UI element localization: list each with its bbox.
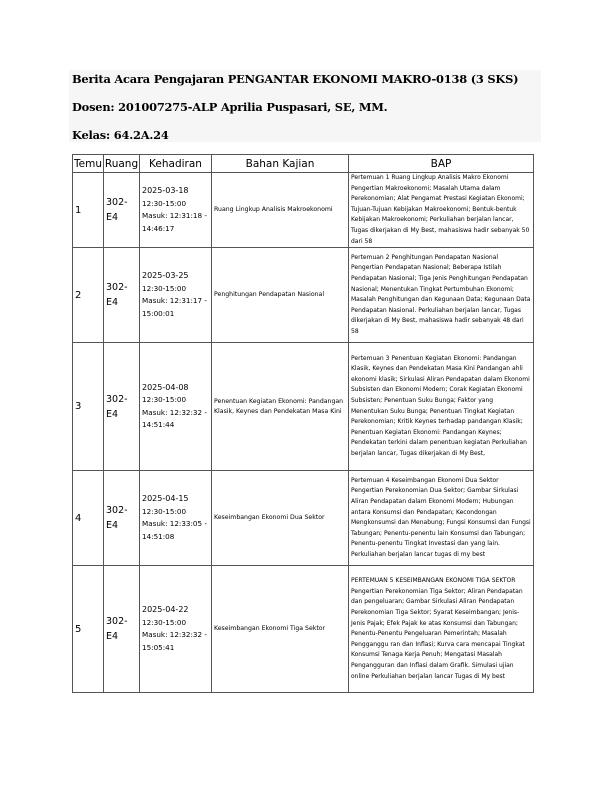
room-cell: 302-E4: [104, 471, 140, 566]
col-header-bahan-kajian: Bahan Kajian: [212, 155, 349, 173]
col-header-temu: Temu: [73, 155, 104, 173]
meeting-number: 3: [73, 343, 104, 471]
table-row: [73, 173, 534, 248]
attendance-date: 2025-03-25: [142, 271, 189, 281]
col-header-ruang: Ruang: [104, 155, 140, 173]
attendance-checkin: Masuk: 12:32:32 - 15:05:41: [142, 630, 207, 652]
table-header-row: [73, 155, 534, 173]
meeting-number: 5: [73, 566, 104, 693]
attendance-time: 12:30-15:00: [142, 617, 187, 627]
attendance-checkin: Masuk: 12:33:05 - 14:51:08: [142, 519, 207, 541]
meeting-number: 4: [73, 471, 104, 566]
attendance-checkin: Masuk: 12:31:18 - 14:46:17: [142, 211, 207, 233]
room-cell: 302-E4: [104, 566, 140, 693]
bap-cell: Pertemuan 2 Penghitungan Pendapatan Nasional Pengertian Pendapatan Nasional; Beberapa Istilah Pendapatan Nasional; Tiga Jenis Penghitungan Pendapatan Nasional; Menentukan Tingkat Pertumbuhan Ekonomi; Masalah Penghitungan dan Kegunaan Data; Kegunaan Data Pendapatan Nasional. Perkuliahan berjalan lancar, Tugas dikerjakan di My Best, mahasiswa hadir sebanyak 48 dari 58: [349, 248, 534, 343]
attendance-cell: [140, 248, 212, 343]
class-line: Kelas: 64.2A.24: [72, 128, 169, 142]
attendance-checkin: Masuk: 12:31:17 - 15:00:01: [142, 296, 207, 318]
attendance-time: 12:30-15:00: [142, 395, 187, 405]
attendance-date: 2025-03-18: [142, 186, 189, 196]
attendance-date: 2025-04-08: [142, 382, 189, 392]
attendance-date: 2025-04-22: [142, 605, 189, 615]
room-cell: 302-E4: [104, 248, 140, 343]
topic-cell: Keseimbangan Ekonomi Dua Sektor: [212, 471, 349, 566]
attendance-cell: [140, 471, 212, 566]
bap-cell: Pertemuan 1 Ruang Lingkup Analisis Makro Ekonomi Pengertian Makroekonomi; Masalah Utama dalam Perekonomian; Alat Pengamat Prestasi Kegiatan Ekonomi; Tujuan-Tujuan Kebijakan Makroekonomi; Bentuk-bentuk Kebijakan Makroekonomi; Perkuliahan berjalan lancar, Tugas dikerjakan di My Best, mahasiswa hadir sebanyak 50 dari 58: [349, 173, 534, 248]
room-cell: 302-E4: [104, 343, 140, 471]
meeting-number: 2: [73, 248, 104, 343]
attendance-checkin: Masuk: 12:32:32 - 14:51:44: [142, 407, 207, 430]
topic-cell: Penentuan Kegiatan Ekonomi: Pandangan Klasik, Keynes dan Pendekatan Masa Kini: [212, 343, 349, 471]
table-row: [73, 248, 534, 343]
topic-cell: Penghitungan Pendapatan Nasional: [212, 248, 349, 343]
attendance-date: 2025-04-15: [142, 494, 189, 504]
attendance-cell: [140, 566, 212, 693]
topic-cell: Ruang Lingkup Analisis Makroekonomi: [212, 173, 349, 248]
table-row: [73, 471, 534, 566]
attendance-cell: [140, 343, 212, 471]
attendance-time: 12:30-15:00: [142, 198, 187, 208]
bap-cell: Pertemuan 3 Penentuan Kegiatan Ekonomi: Pandangan Klasik, Keynes dan Pendekatan Masa Kini Pandangan ahli ekonomi klasik; Sirkulasi Aliran Pendapatan dalam Ekonomi Subsisten dan Ekonomi Modern; Corak Kegiatan Ekonomi Subsisten; Penentuan Suku Bunga; Faktor yang Menentukan Suku Bunga; Penentuan Tingkat Kegiatan Perekonomian; Kritik Keynes terhadap pandangan Klasik; Penentuan Kegiatan Ekonomi: Pandangan Keynes; Pendekatan terkini dalam penentuan kegiatan Perkuliahan berjalan lancar, Tugas dikerjakan di My Best,: [349, 343, 534, 471]
document-title: Berita Acara Pengajaran PENGANTAR EKONOMI MAKRO-0138 (3 SKS): [72, 72, 519, 86]
col-header-kehadiran: Kehadiran: [140, 155, 212, 173]
col-header-bap: BAP: [349, 155, 534, 173]
attendance-time: 12:30-15:00: [142, 506, 187, 516]
lecturer-line: Dosen: 201007275-ALP Aprilia Puspasari, SE, MM.: [72, 100, 388, 114]
bap-cell: Pertemuan 4 Keseimbangan Ekonomi Dua Sektor Pengertian Perekonomian Dua Sektor; Gambar Sirkulasi Aliran Pendapatan dalam Ekonomi Modern; Hubungan antara Konsumsi dan Pendapatan; Kecondongan Mengkonsumsi dan Menabung; Fungsi Konsumsi dan Fungsi Tabungan; Penentu-penentu lain Konsumsi dan Tabungan; Penentu-penentu Tingkat Investasi dan yang lain. Perkuliahan berjalan lancar tugas di my best: [349, 471, 534, 566]
attendance-time: 12:30-15:00: [142, 283, 187, 293]
attendance-cell: [140, 173, 212, 248]
topic-cell: Keseimbangan Ekonomi Tiga Sektor: [212, 566, 349, 693]
room-cell: 302-E4: [104, 173, 140, 248]
meeting-number: 1: [73, 173, 104, 248]
bap-cell: PERTEMUAN 5 KESEIMBANGAN EKONOMI TIGA SEKTOR Pengertian Perekonomian Tiga Sektor; Aliran Pendapatan dan pengeluaran; Gambar Sirkulasi Aliran Pendapatan Perekonomian Tiga Sektor; Syarat Keseimbangan; Jenis-Jenis Pajak; Efek Pajak ke atas Konsumsi dan Tabungan; Penentu-Penentu Pengeluaran Pemerintah; Masalah Pengganggu ran dan Inflasi; Kurva cara mencapai Tingkat Konsumsi Tenaga Kerja Penuh; Mengatasi Masalah Pengangguran dan Inflasi dalam Grafik. Simulasi ujian online Perkuliahan berjalan lancar Tugas di My best: [349, 566, 534, 693]
table-row: [73, 566, 534, 693]
table-row: [73, 343, 534, 471]
attendance-table: [72, 154, 534, 693]
